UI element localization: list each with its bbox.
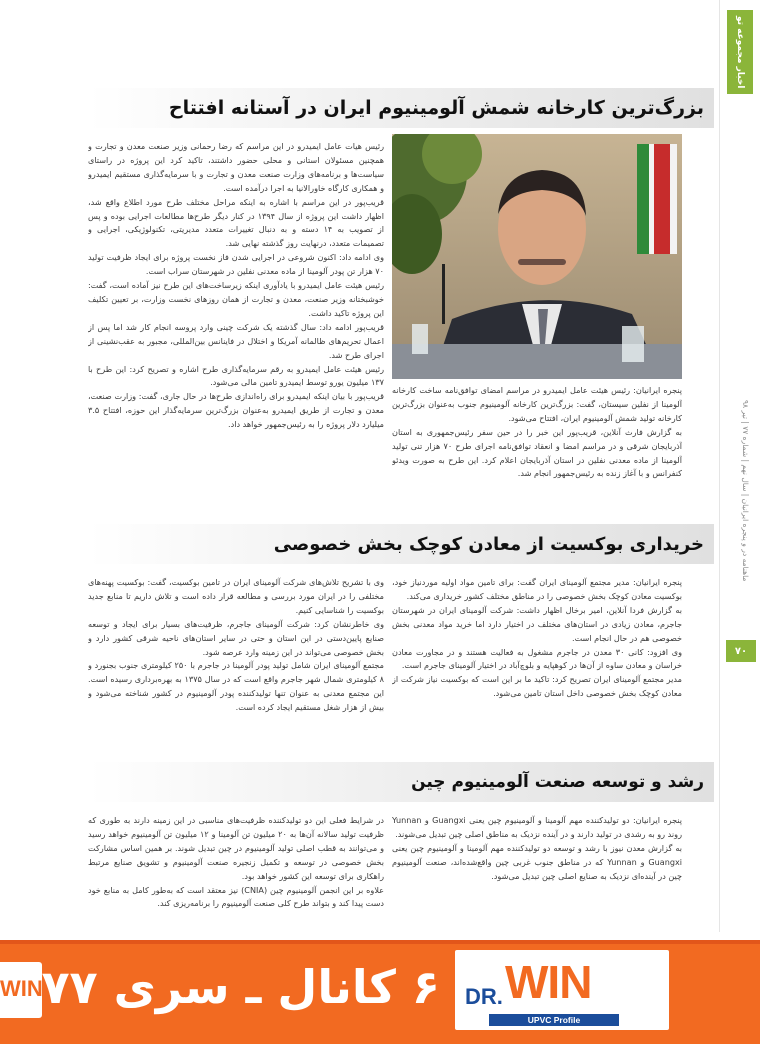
partial-logo-text: WIN xyxy=(0,976,43,1001)
article2-paragraph: به گزارش فردا آنلاین، امیر برخال اظهار داشت: شرکت آلومینای ایران در شهرستان جاجرم، معادن زیادی در استان‌های مختلف در اختیار دارد اما خرید مواد معدنی بخش خصوصی هم در حال انجام است. xyxy=(392,604,682,643)
article3-title: رشد و توسعه صنعت آلومینیوم چین xyxy=(411,772,704,792)
article2-paragraph: وی خاطرنشان کرد: شرکت آلومینای جاجرم، ظرفیت‌های بسیار برای ایجاد و توسعه صنایع پایین‌دستی در این استان و حتی در سایر استان‌های ناحیه شرقی کشور دارد و بخش خصوصی می‌تواند در این زمینه وارد عرصه شود. xyxy=(88,618,384,657)
article3-paragraph: علاوه بر این انجمن آلومینیوم چین (CNIA) نیز معتقد است که به‌طور کامل به منابع خود دست پیدا کند و بتواند طرح کلی صنعت آلومینیوم را برنامه‌ریزی کند. xyxy=(88,884,384,909)
logo-brand: WIN xyxy=(505,956,592,1008)
logo-subtitle: UPVC Profile xyxy=(489,1014,619,1026)
article1-paragraph: قریب‌پور در این مراسم با اشاره به اینکه مراحل مختلف طرح مورد اطلاع واقع شد، اظهار داشت این پروژه از سال ۱۳۹۴ در کنار دیگر طرح‌ها مطالعات اجرایی بوده و پس از تصویب به ۱۴ دسته و به دنبال تغییرات متعدد مدیریتی، تکنولوژیکی، اجرایی و تصمیمات متعدد، درنهایت روز گذشته نهایی شد. xyxy=(88,196,384,249)
drwin-logo[interactable] xyxy=(455,950,669,1030)
article1-paragraph: رئیس هیئت عامل ایمیدرو به رقم سرمایه‌گذاری طرح اشاره و تصریح کرد: این طرح با ۱۳۷ میلیون یورو توسط ایمیدرو تامین مالی می‌شود. xyxy=(88,363,384,388)
article2-paragraph: وی افزود: کانی ۳۰ معدن در جاجرم مشغول به فعالیت هستند و در مجاورت معادن خراسان و معادن ساوه از آن‌ها در کوهپایه و بلوچ‌آباد در اختیار آلومینای جاجرم است. xyxy=(392,646,682,671)
partial-logo xyxy=(0,962,42,1018)
article3-paragraph: در شرایط فعلی این دو تولیدکننده ظرفیت‌های مناسبی در این زمینه دارند به طوری که ظرفیت تولید سالانه آن‌ها به ۲۰ میلیون تن آلومینا و ۱۲ میلیون تن آلومینیوم خواهد رسید و می‌توانند به قطب اصلی تولید آلومینیوم در چین تبدیل شوند. بر همین اساس مشارکت بخش خصوصی در توسعه و تکمیل زنجیره صنعت آلومینیوم و تشویق صنایع مرتبط راهکاری برای توسعه این کشور خواهد بود. xyxy=(88,815,384,881)
article2-text-right xyxy=(392,576,682,752)
article1-paragraph: رئیس هیات عامل ایمیدرو در این مراسم که رضا رحمانی وزیر صنعت معدن و تجارت و همچنین مسئولان استانی و محلی حضور داشتند، تاکید کرد این پروژه در راستای سیاست‌ها و برنامه‌های وزارت صنعت معدن و تجارت و با سرمایه‌گذاری مستقیم ایمیدرو و همکاری کارگاه خاورالانیا به اجرا درآمده است. xyxy=(88,141,384,193)
advertisement-banner[interactable] xyxy=(0,932,760,1044)
article1-caption xyxy=(392,384,682,512)
article2-text-left xyxy=(88,576,384,752)
article1-paragraph: قریب‌پور ادامه داد: سال گذشته یک شرکت چینی وارد پروسه انجام کار شد اما پس از اعمال تحریم‌های ظالمانه آمریکا و اختلال در فاینانس بین‌المللی، مجبور به عقب‌نشینی از اجرای طرح شد. xyxy=(88,321,384,360)
article1-text-left xyxy=(88,140,384,512)
article3-text-left xyxy=(88,814,384,920)
article1-caption-paragraph: به گزارش فارث آنلاین، قریب‌پور این خبر را در حین سفر رئیس‌جمهوری به استان آذربایجان شرقی و در مراسم امضا و انعقاد توافق‌نامه اجرای طرح ۷۰ هزار تنی تولید آلومینا از ماده معدنی نفلین در استان آذربایجان اعلام کرد. این طرح به صورت ویدئو کنفرانس و با آغاز زنده به رئیس‌جمهور انجام شد. xyxy=(392,426,682,479)
article2-paragraph: مدیر مجتمع آلومینای ایران تصریح کرد: تاکید ما بر این است که بوکسیت نیاز شرکت از معادن کوچک بخش خصوصی داخل استان تامین می‌شود. xyxy=(392,674,682,699)
article1-headline-bar xyxy=(88,88,714,128)
article3-paragraph: پنجره ایرانیان: دو تولیدکننده مهم آلومینا و آلومینیوم چین یعنی Guangxi و Yunnan روند رو به رشدی در تولید دارند و در آینده نزدیک به مناطق اصلی چین تبدیل می‌شوند. xyxy=(392,815,682,839)
page-number: ۷۰ xyxy=(726,640,756,662)
article1-paragraph: رئیس هیئت عامل ایمیدرو با یادآوری اینکه زیرساخت‌های این طرح نیز آماده است، گفت: خوشبختانه وزیر صنعت، معدن و تجارت از همان روزهای نخست وزارت، بر تعیین تکلیف این پروژه تاکید داشت. xyxy=(88,280,384,318)
article3-headline-bar xyxy=(88,762,714,802)
article1-paragraph: قریب‌پور با بیان اینکه ایمیدرو برای راه‌اندازی طرح‌ها در حال جاری، گفت: وزارت صنعت، معدن و تجارت از طریق ایمیدرو به‌عنوان بزرگ‌ترین سرمایه‌گذار این حوزه، افتتاح ۳.۵ میلیارد دلار پروژه را به رئیس‌جمهور خواهد داد. xyxy=(88,391,384,430)
article3-text-right xyxy=(392,814,682,920)
article1-caption-paragraph: پنجره ایرانیان: رئیس هیئت عامل ایمیدرو در مراسم امضای توافق‌نامه ساخت کارخانه آلومینا از نفلین سیستان، گفت: بزرگ‌ترین کارخانه آلومینیوم جنوب به‌عنوان بزرگ‌ترین کارخانه تولید شمش آلومینیوم ایران، افتتاح می‌شود. xyxy=(392,385,682,423)
section-tab-label: اخبار مجموعه تو xyxy=(735,15,745,89)
banner-top-stripe xyxy=(0,932,760,940)
logo-prefix: DR. xyxy=(465,984,503,1009)
article1-paragraph: وی ادامه داد: اکنون شروعی در اجرایی شدن فاز نخست پروژه برای ایجاد ظرفیت تولید ۷۰ هزار تن پودر آلومینا از ماده معدنی نفلین در شهرستان سراب است. xyxy=(88,252,384,277)
article2-paragraph: پنجره ایرانیان: مدیر مجتمع آلومینای ایران گفت: برای تامین مواد اولیه موردنیاز خود، بوکسیت معادن کوچک بخش خصوصی را در مناطق مختلف کشور خریداری می‌کند. xyxy=(392,577,682,601)
article2-headline-bar xyxy=(88,524,714,564)
section-tab[interactable] xyxy=(727,10,753,94)
banner-accent-stripe xyxy=(0,940,760,944)
article1-photo xyxy=(392,134,682,379)
banner-slogan: ۶ کانال ـ سری ۷۷ xyxy=(41,960,440,1014)
article2-paragraph: مجتمع آلومینای ایران شامل تولید پودر آلومینا در جاجرم با ۲۵۰ کیلومتری جنوب بجنورد و ۸ کیلومتری شمال شهر جاجرم واقع است که در سال ۱۳۷۵ به بهره‌برداری رسیده است. این مجتمع معدنی به عنوان تنها تولیدکننده پودر آلومینیوم در کشور شناخته می‌شود و بیش از هزار شغل مستقیم ایجاد کرده است. xyxy=(88,660,384,713)
portrait-image xyxy=(392,134,682,379)
side-rail xyxy=(719,0,760,1044)
article1-title: بزرگ‌ترین کارخانه شمش آلومینیوم ایران در آستانه افتتاح xyxy=(168,97,704,119)
article2-paragraph: وی با تشریح تلاش‌های شرکت آلومینای ایران در تامین بوکسیت، گفت: بوکسیت پهنه‌های مختلفی را در ایران مورد بررسی و مطالعه قرار داده است و تلاش داریم تا منابع جدید بوکسیت را شناسایی کنیم. xyxy=(88,577,384,615)
issue-meta: ماهنامه در و پنجره ایرانیان | سال نهم | شماره ۷۷ | تیر ۹۸ xyxy=(741,400,750,582)
article3-paragraph: به گزارش معدن نیوز با رشد و توسعه دو تولیدکننده مهم آلومینا و آلومینیوم چین یعنی Guangxi و Yunnan که در مناطق جنوب غربی چین واقع‌شده‌اند، صنعت آلومینیوم چین در آینده‌ای نزدیک به صنایع اصلی چین تبدیل می‌شود. xyxy=(392,842,682,881)
article2-title: خریداری بوکسیت از معادن کوچک بخش خصوصی xyxy=(273,533,704,555)
